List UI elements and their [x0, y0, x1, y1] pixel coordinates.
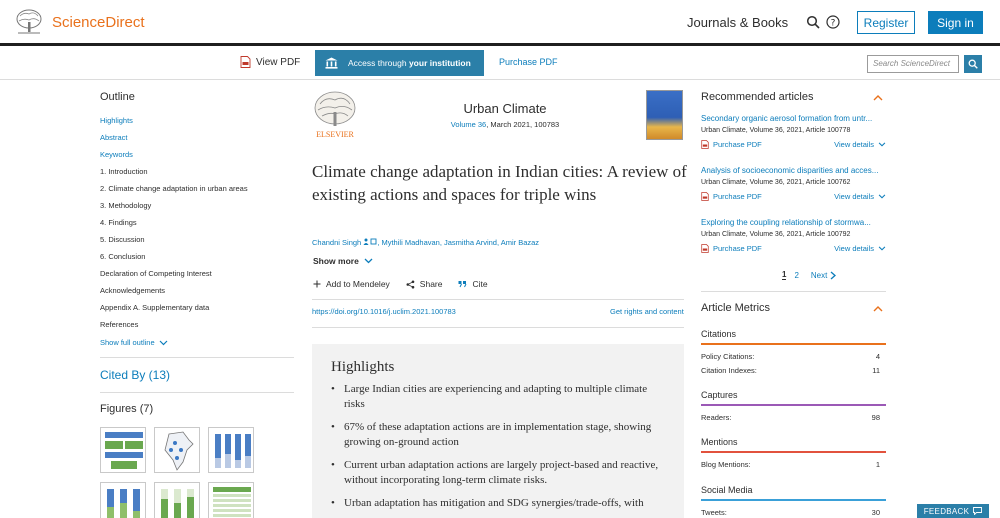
doi-link[interactable]: https://doi.org/10.1016/j.uclim.2021.100783 — [312, 307, 456, 316]
pdf-icon — [240, 56, 251, 68]
chevron-down-icon — [159, 340, 168, 346]
recommended-article-info: Urban Climate, Volume 36, 2021, Article 100778 — [701, 127, 851, 134]
quote-icon — [458, 280, 467, 288]
figure-thumbnail[interactable] — [100, 427, 146, 473]
figure-thumbnail[interactable] — [208, 427, 254, 473]
bar-figure-icon — [155, 483, 200, 518]
site-header — [0, 0, 1000, 46]
metric-value: 1 — [875, 460, 880, 469]
recommended-article-info: Urban Climate, Volume 36, 2021, Article 100792 — [701, 231, 851, 238]
purchase-pdf-label: Purchase PDF — [713, 192, 762, 201]
recommended-pager — [782, 270, 836, 280]
access-institution-button[interactable] — [315, 50, 484, 76]
author-list — [312, 238, 539, 247]
share-icon — [406, 280, 415, 289]
highlights-heading: Highlights — [331, 359, 395, 375]
pdf-icon — [701, 192, 709, 201]
view-details-label: View details — [834, 192, 874, 201]
view-details-button[interactable] — [834, 140, 886, 149]
outline-item[interactable]: Highlights — [100, 116, 133, 125]
volume-details: , March 2021, 100783 — [486, 120, 560, 129]
metric-row — [701, 352, 880, 361]
flowchart-figure-icon — [101, 428, 146, 473]
figures-heading[interactable]: Figures (7) — [100, 403, 154, 415]
india-map-figure-icon — [155, 428, 200, 473]
chevron-down-icon — [364, 258, 373, 264]
search-icon[interactable] — [806, 15, 820, 29]
outline-item[interactable]: Declaration of Competing Interest — [100, 269, 212, 278]
outline-heading: Outline — [100, 91, 135, 103]
figure-thumbnail[interactable] — [154, 482, 200, 518]
outline-item[interactable]: 1. Introduction — [100, 167, 148, 176]
metric-label: Policy Citations: — [701, 352, 755, 361]
pdf-icon — [701, 140, 709, 149]
metric-row — [701, 413, 880, 422]
search-sciencedirect-input[interactable]: Search ScienceDirect — [867, 55, 959, 73]
recommended-articles-heading: Recommended articles — [701, 91, 814, 103]
outline-item[interactable]: 6. Conclusion — [100, 252, 146, 261]
view-pdf-button[interactable] — [240, 56, 300, 68]
publisher-name: ELSEVIER — [316, 130, 354, 139]
metric-value: 98 — [871, 413, 880, 422]
author-profile-icons[interactable] — [363, 238, 377, 245]
view-details-label: View details — [834, 140, 874, 149]
purchase-pdf-link[interactable]: Purchase PDF — [499, 57, 558, 67]
search-submit-button[interactable] — [964, 55, 982, 73]
table-figure-icon — [209, 483, 254, 518]
highlight-item: • Urban adaptation has mitigation and SDG synergies/trade-offs, with — [344, 496, 669, 511]
chevron-down-icon — [878, 142, 886, 147]
cite-label: Cite — [472, 279, 488, 289]
brand-name: ScienceDirect — [52, 13, 145, 31]
feedback-label: FEEDBACK — [923, 506, 970, 516]
outline-item[interactable]: Acknowledgements — [100, 286, 166, 295]
view-details-button[interactable] — [834, 244, 886, 253]
journal-cover-image[interactable] — [646, 90, 683, 140]
outline-item[interactable]: 3. Methodology — [100, 201, 152, 210]
next-label: Next — [810, 270, 828, 280]
share-button[interactable] — [406, 279, 443, 289]
chat-bubble-icon — [973, 507, 982, 515]
plus-icon — [313, 280, 321, 288]
add-to-mendeley-button[interactable] — [313, 279, 390, 289]
elsevier-tree-icon — [14, 8, 44, 36]
outline-item[interactable]: 2. Climate change adaptation in urban areas — [100, 184, 248, 193]
elsevier-logo[interactable] — [312, 90, 358, 140]
outline-item[interactable]: 5. Discussion — [100, 235, 145, 244]
view-details-button[interactable] — [834, 192, 886, 201]
metric-label: Blog Mentions: — [701, 460, 751, 469]
purchase-pdf-link[interactable] — [701, 244, 762, 253]
metric-category: Captures — [701, 390, 886, 406]
purchase-pdf-label: Purchase PDF — [713, 244, 762, 253]
access-label: Access through your institution — [348, 58, 471, 68]
feedback-button[interactable] — [917, 504, 989, 518]
recommended-article — [701, 114, 886, 149]
institution-icon — [325, 57, 338, 69]
highlight-item: • 67% of these adaptation actions are in implementation stage, showing growing on-ground action — [344, 420, 669, 449]
show-full-outline-button[interactable] — [100, 338, 168, 347]
article-divider — [312, 327, 684, 328]
rights-content-link[interactable]: Get rights and content — [610, 307, 684, 316]
journals-books-link[interactable]: Journals & Books — [687, 15, 789, 30]
add-to-mendeley-label: Add to Mendeley — [326, 279, 390, 289]
outline-list — [100, 115, 290, 336]
outline-item[interactable]: 4. Findings — [100, 218, 137, 227]
metric-label: Tweets: — [701, 508, 727, 517]
article-divider — [312, 299, 684, 300]
cited-by-link[interactable]: Cited By (13) — [100, 368, 171, 382]
highlights-section — [312, 344, 684, 518]
article-actions — [313, 279, 488, 289]
outline-divider — [100, 357, 294, 358]
outline-item[interactable]: References — [100, 320, 139, 329]
article-toolbar — [0, 47, 1000, 80]
purchase-pdf-link[interactable] — [701, 140, 762, 149]
recommended-article — [701, 218, 886, 253]
metric-category: Mentions — [701, 437, 886, 453]
bar-figure-icon — [209, 428, 254, 473]
purchase-pdf-label: Purchase PDF — [713, 140, 762, 149]
metric-row — [701, 366, 880, 375]
metric-category: Social Media — [701, 485, 886, 501]
volume-link[interactable]: Volume 36 — [450, 120, 487, 129]
chevron-down-icon — [878, 246, 886, 251]
metric-row — [701, 508, 880, 517]
outline-item[interactable]: Appendix A. Supplementary data — [100, 303, 210, 312]
recommended-article — [701, 166, 886, 201]
article-title: Climate change adaptation in Indian cities: A review of existing actions and spaces for triple wins — [312, 162, 687, 204]
bar-figure-icon — [101, 483, 146, 518]
metric-category: Citations — [701, 329, 886, 345]
pdf-icon — [701, 244, 709, 253]
svg-text:?: ? — [830, 18, 836, 29]
coauthors-link[interactable]: , Mythili Madhavan, Jasmitha Arvind, Amir Bazaz — [377, 238, 540, 247]
metric-value: 4 — [875, 352, 880, 361]
chevron-up-icon[interactable] — [873, 306, 883, 312]
sciencedirect-logo[interactable] — [14, 8, 145, 36]
help-icon[interactable] — [826, 15, 840, 29]
journal-name-link[interactable]: Urban Climate — [463, 101, 547, 116]
chevron-up-icon[interactable] — [873, 95, 883, 101]
recommended-article-title[interactable]: Exploring the coupling relationship of stormwa... — [701, 218, 871, 227]
author-link[interactable]: Chandni Singh — [312, 238, 362, 247]
share-label: Share — [419, 279, 443, 289]
figure-thumbnail[interactable] — [100, 482, 146, 518]
article-metrics-heading: Article Metrics — [701, 302, 771, 314]
next-page-button[interactable] — [811, 271, 836, 280]
page-2[interactable]: 2 — [794, 270, 799, 280]
outline-item[interactable]: Keywords — [100, 150, 133, 159]
show-more-button[interactable] — [313, 256, 373, 266]
show-full-outline-label: Show full outline — [100, 338, 155, 347]
metric-value: 11 — [872, 366, 880, 375]
recommended-article-title[interactable]: Analysis of socioeconomic disparities and acces... — [701, 166, 879, 175]
recommended-article-title[interactable]: Secondary organic aerosol formation from untr... — [701, 114, 873, 123]
highlights-list — [344, 382, 669, 518]
outline-item[interactable]: Abstract — [100, 133, 128, 142]
page-1[interactable]: 1 — [782, 270, 787, 279]
cite-button[interactable] — [458, 279, 487, 289]
metric-label: Readers: — [701, 413, 732, 422]
cited-divider — [100, 392, 294, 393]
chevron-right-icon — [830, 271, 836, 280]
highlight-item: • Current urban adaptation actions are largely project-based and reactive, without incorporating long-term climate risks. — [344, 458, 669, 487]
register-button[interactable]: Register — [857, 11, 915, 34]
chevron-down-icon — [878, 194, 886, 199]
figure-thumbnail[interactable] — [154, 427, 200, 473]
journal-volume-info — [380, 120, 630, 129]
sign-in-button[interactable]: Sign in — [928, 11, 983, 34]
search-icon — [968, 59, 978, 69]
highlight-item: • Large Indian cities are experiencing and adapting to multiple climate risks — [344, 382, 669, 411]
view-pdf-label: View PDF — [256, 56, 301, 68]
metric-value: 30 — [871, 508, 880, 517]
metric-row — [701, 460, 880, 469]
recommended-article-info: Urban Climate, Volume 36, 2021, Article 100762 — [701, 179, 851, 186]
metric-label: Citation Indexes: — [701, 366, 757, 375]
figure-thumbnail[interactable] — [208, 482, 254, 518]
view-details-label: View details — [834, 244, 874, 253]
recommended-divider — [701, 291, 886, 292]
purchase-pdf-link[interactable] — [701, 192, 762, 201]
show-more-label: Show more — [313, 256, 359, 266]
